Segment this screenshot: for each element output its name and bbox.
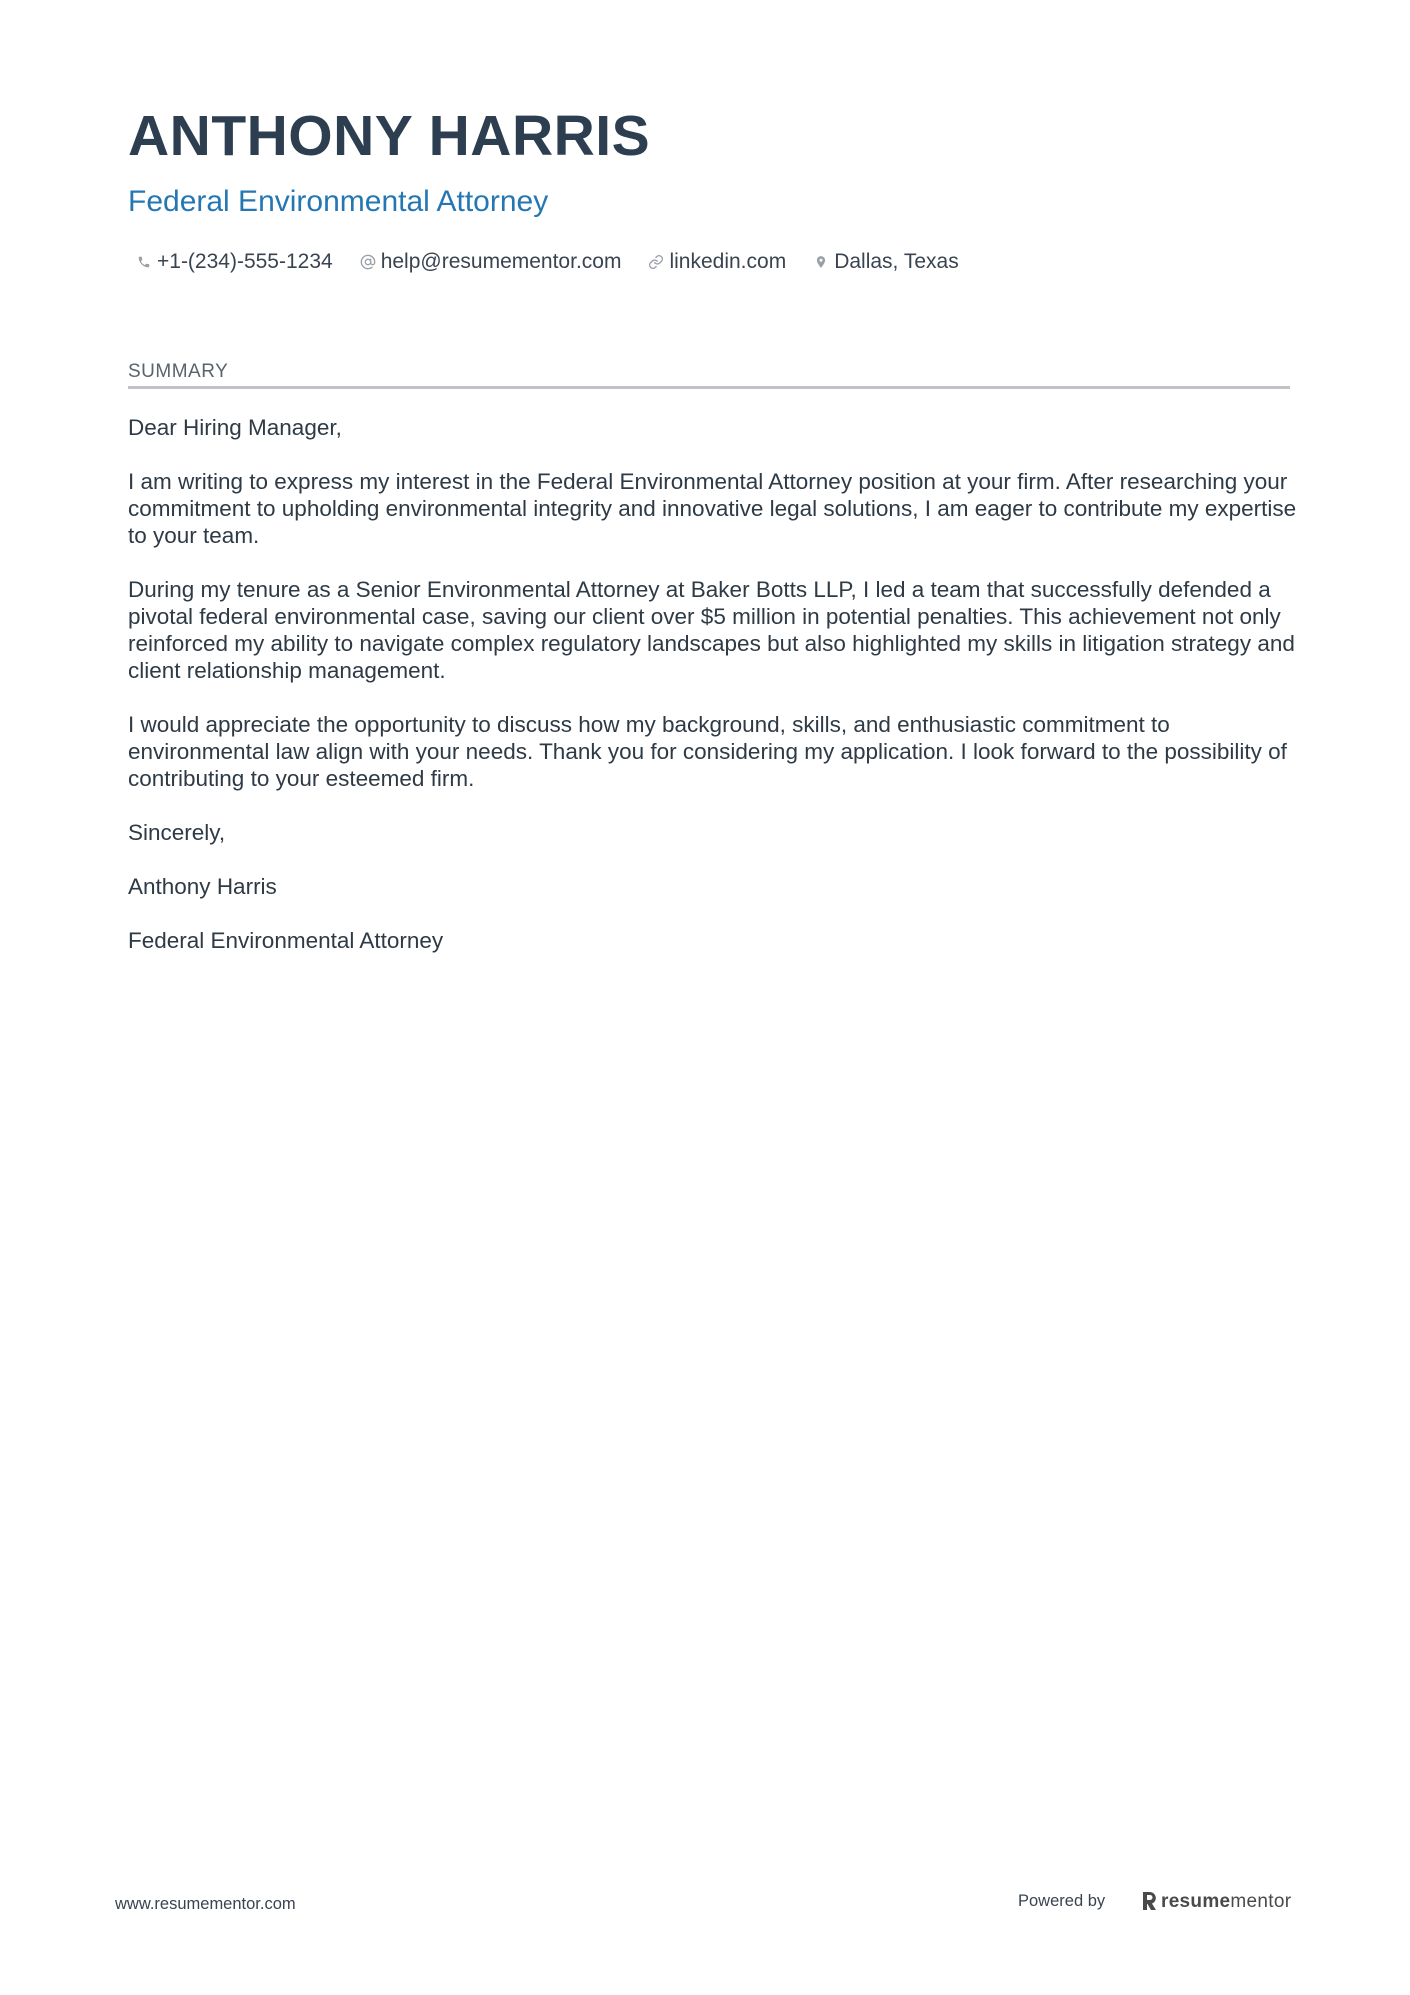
contact-location (813, 250, 959, 274)
contact-phone (136, 250, 333, 274)
cover-letter-body (128, 414, 1298, 981)
section-divider (128, 386, 1290, 389)
location-text: Dallas, Texas (834, 250, 959, 273)
footer-website-link[interactable]: www.resumementor.com (115, 1895, 296, 1913)
contact-linkedin (648, 250, 786, 274)
resumementor-logo-text: resumementor (1161, 1890, 1292, 1912)
signature-title: Federal Environmental Attorney (128, 928, 444, 953)
location-pin-icon (813, 254, 829, 270)
candidate-title: Federal Environmental Attorney (128, 185, 549, 218)
resumementor-logo-icon (1141, 1891, 1157, 1911)
letter-paragraph: During my tenure as a Senior Environmental Attorney at Baker Botts LLP, I led a team that successfully defended a pivotal federal environmental case, saving our client over $5 million in potential penalties. This achievement not only reinforced my ability to navigate complex regulatory landscapes but also highlighted my skills in litigation strategy and client relationship management. (128, 577, 1295, 683)
section-heading-summary: SUMMARY (128, 361, 229, 382)
link-icon (648, 254, 664, 270)
contact-info (136, 248, 986, 276)
at-icon (360, 254, 376, 270)
letter-paragraph: I am writing to express my interest in the Federal Environmental Attorney position at your firm. After researching your commitment to upholding environmental integrity and innovative legal solutions, I am eager to contribute my expertise to your team. (128, 469, 1297, 548)
contact-email (360, 250, 622, 274)
phone-icon (136, 254, 152, 270)
candidate-name: ANTHONY HARRIS (128, 104, 651, 168)
phone-number: +1-(234)-555-1234 (157, 250, 333, 273)
linkedin-link: linkedin.com (669, 250, 787, 273)
footer-powered-by: Powered by (1018, 1892, 1106, 1910)
email-address: help@resumementor.com (380, 250, 622, 273)
letter-paragraph: I would appreciate the opportunity to discuss how my background, skills, and enthusiastic commitment to environmental law align with your needs. Thank you for considering my application. I look forward to the possibility of contributing to your esteemed firm. (128, 712, 1287, 791)
letter-salutation: Dear Hiring Manager, (128, 415, 342, 440)
letter-closing: Sincerely, (128, 820, 226, 845)
signature-name: Anthony Harris (128, 874, 277, 899)
resumementor-logo (1141, 1888, 1291, 1914)
